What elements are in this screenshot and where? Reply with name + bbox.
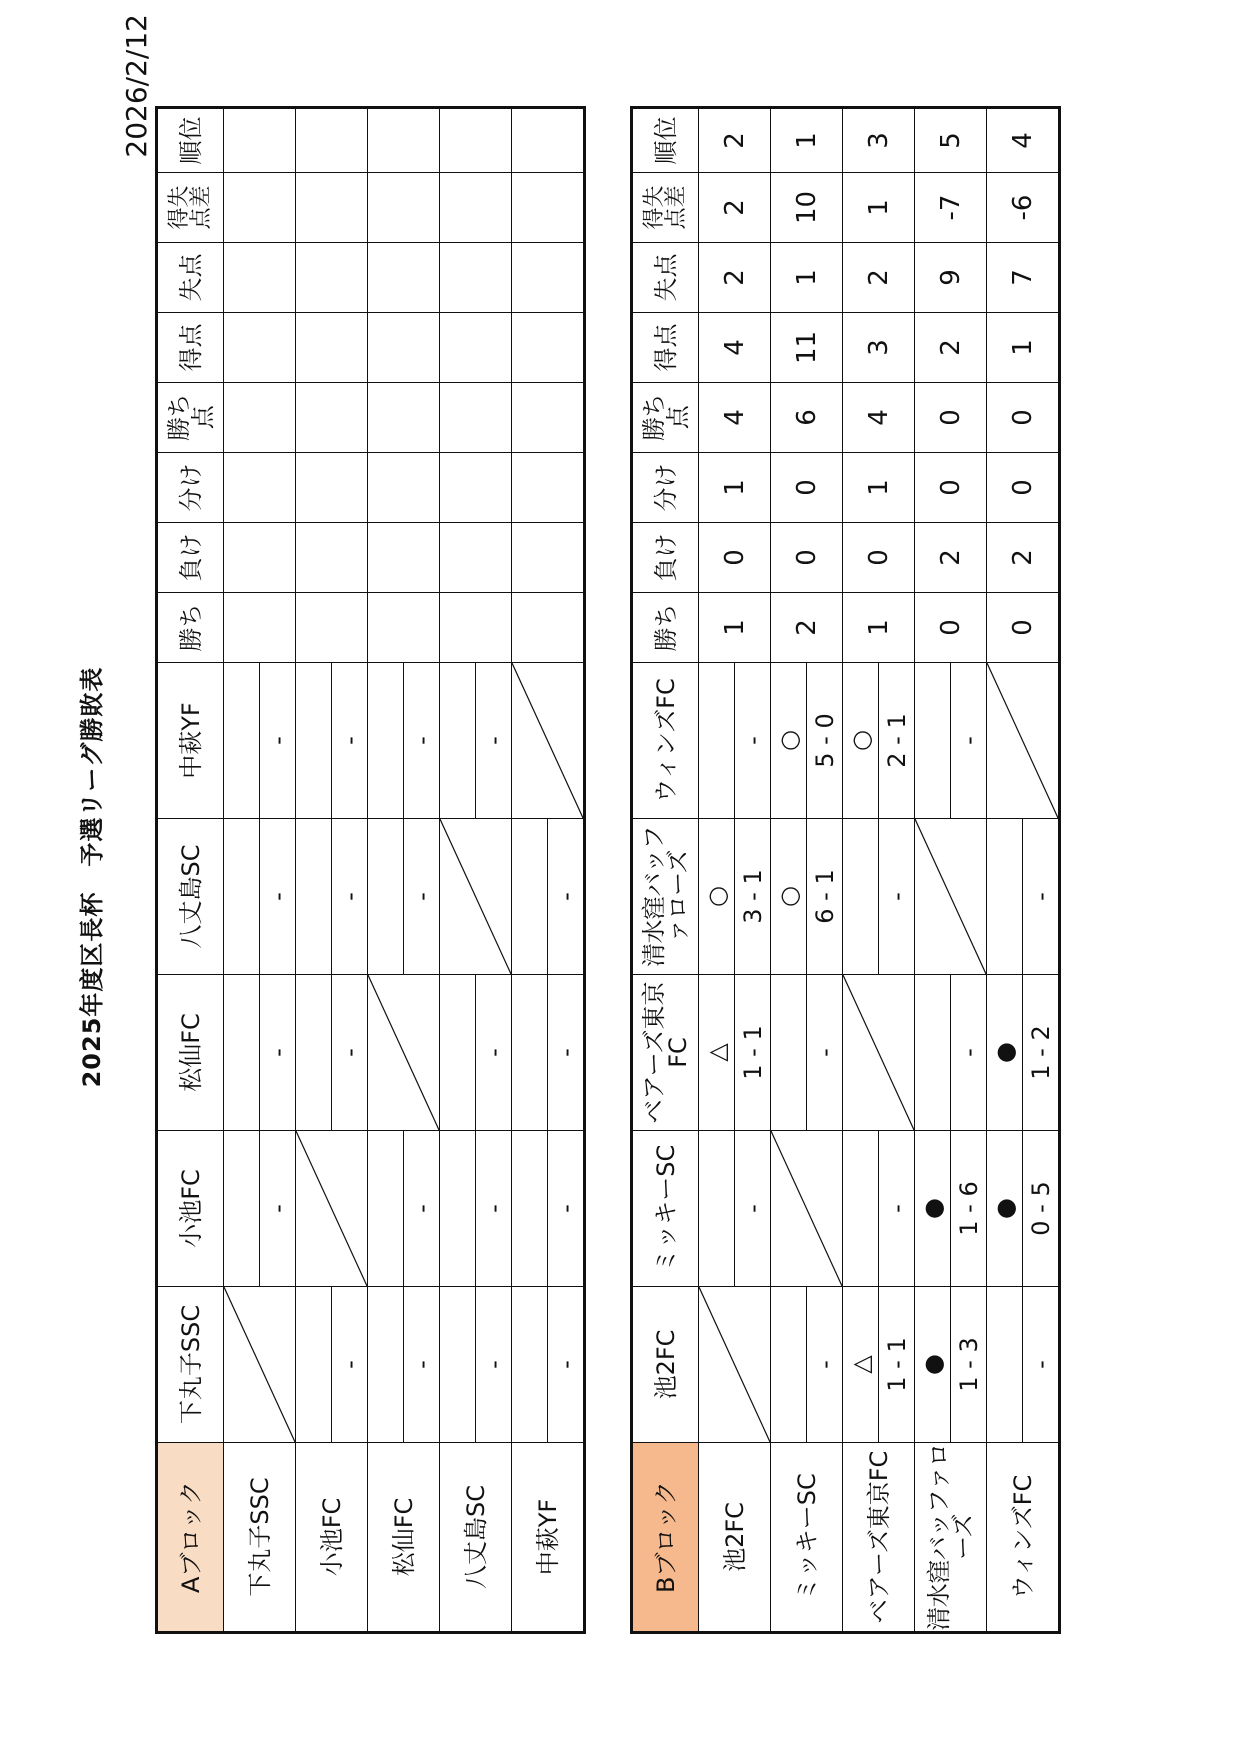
stat-value	[296, 108, 368, 173]
result-mark	[296, 663, 332, 819]
stat-value: 0	[915, 453, 987, 523]
row-team-name: ウィンズFC	[987, 1443, 1060, 1633]
result-score: -	[1023, 1287, 1060, 1443]
result-mark: ○	[771, 819, 807, 975]
stat-value: 3	[843, 108, 915, 173]
stat-value	[512, 108, 585, 173]
stat-value: 0	[699, 523, 771, 593]
stat-value	[440, 243, 512, 313]
result-mark	[296, 975, 332, 1131]
stat-value: 2	[699, 108, 771, 173]
stat-header-label: 得点	[651, 323, 680, 372]
result-mark: ○	[699, 819, 735, 975]
result-mark: ●	[987, 1131, 1023, 1287]
diagonal-line	[699, 1287, 770, 1442]
stat-value: 0	[843, 523, 915, 593]
stat-value	[224, 173, 296, 243]
stat-value: 1	[771, 108, 843, 173]
stat-header	[632, 313, 699, 383]
result-score: -	[1023, 819, 1060, 975]
result-score: -	[332, 975, 368, 1131]
result-mark	[771, 1287, 807, 1443]
column-team-header: ベアーズ東京FC	[632, 975, 699, 1131]
diagonal-line	[843, 975, 914, 1130]
row-team-name: 下丸子SSC	[224, 1443, 296, 1633]
result-mark	[368, 1131, 404, 1287]
column-team-header: 松仙FC	[157, 975, 224, 1131]
result-score: 2 - 1	[879, 663, 915, 819]
result-score: -	[476, 663, 512, 819]
result-mark: △	[699, 975, 735, 1131]
result-score: -	[548, 1287, 585, 1443]
stat-value: 4	[843, 383, 915, 453]
stat-value	[224, 383, 296, 453]
stat-value: 2	[987, 523, 1060, 593]
result-mark: △	[843, 1287, 879, 1443]
result-mark	[843, 1131, 879, 1287]
result-score: -	[476, 1287, 512, 1443]
stat-header	[632, 173, 699, 243]
stat-header	[632, 383, 699, 453]
stat-value: 0	[987, 383, 1060, 453]
result-mark	[368, 819, 404, 975]
stat-value: 2	[915, 523, 987, 593]
result-score: -	[332, 819, 368, 975]
stat-header	[632, 243, 699, 313]
column-team-header: 中萩YF	[157, 663, 224, 819]
stat-header-label: 得失 点差	[166, 185, 214, 230]
result-mark	[440, 1131, 476, 1287]
stat-value: 0	[915, 593, 987, 663]
stat-value: 4	[699, 383, 771, 453]
stat-value	[224, 313, 296, 383]
row-team-name: ベアーズ東京FC	[843, 1443, 915, 1633]
stat-value	[368, 523, 440, 593]
result-score: -	[735, 1131, 771, 1287]
stat-header-label: 勝ち	[176, 603, 205, 652]
stat-value	[512, 593, 585, 663]
stat-header	[157, 593, 224, 663]
stat-value	[512, 523, 585, 593]
stat-value: 0	[987, 593, 1060, 663]
result-mark: ●	[915, 1287, 951, 1443]
stat-header-label: 分け	[176, 463, 205, 512]
stat-header-label: 失点	[651, 253, 680, 302]
result-score: 0 - 5	[1023, 1131, 1060, 1287]
result-score: -	[807, 975, 843, 1131]
result-mark	[440, 975, 476, 1131]
block-b-table	[630, 106, 1061, 1634]
row-team-name: 清水窪バッファローズ	[915, 1443, 987, 1633]
self-match-cell	[296, 1131, 368, 1287]
stat-header	[157, 383, 224, 453]
result-score: -	[735, 663, 771, 819]
row-team-name: 小池FC	[296, 1443, 368, 1633]
stat-header-label: 勝ち点	[164, 394, 217, 441]
stat-value	[512, 313, 585, 383]
stat-header-label: 順位	[176, 116, 205, 165]
result-score: 1 - 3	[951, 1287, 987, 1443]
result-score: -	[951, 975, 987, 1131]
row-team-name: 八丈島SC	[440, 1443, 512, 1633]
result-mark	[440, 663, 476, 819]
result-mark: ○	[843, 663, 879, 819]
result-score: -	[260, 975, 296, 1131]
result-score: -	[404, 1131, 440, 1287]
stat-value	[368, 108, 440, 173]
stat-value	[440, 383, 512, 453]
stat-value	[512, 243, 585, 313]
result-score: -	[548, 819, 585, 975]
result-score: -	[476, 1131, 512, 1287]
diagonal-line	[440, 819, 511, 974]
stat-header-label: 失点	[176, 253, 205, 302]
stat-value: 0	[987, 453, 1060, 523]
result-score: -	[260, 819, 296, 975]
result-mark	[987, 1287, 1023, 1443]
stat-value: 2	[771, 593, 843, 663]
stat-value	[368, 453, 440, 523]
stat-header-label: 勝ち	[651, 603, 680, 652]
stat-header	[632, 593, 699, 663]
result-mark	[512, 975, 548, 1131]
result-mark	[224, 819, 260, 975]
self-match-cell	[915, 819, 987, 975]
column-team-header: 八丈島SC	[157, 819, 224, 975]
stat-value: 2	[915, 313, 987, 383]
stat-value: 9	[915, 243, 987, 313]
stat-value	[224, 593, 296, 663]
block-label: Bブロック	[632, 1443, 699, 1633]
stat-value: 2	[843, 243, 915, 313]
stat-value: 1	[843, 453, 915, 523]
column-team-header: ウィンズFC	[632, 663, 699, 819]
stat-value	[224, 243, 296, 313]
column-team-header: 下丸子SSC	[157, 1287, 224, 1443]
stat-header	[157, 173, 224, 243]
result-mark	[512, 1131, 548, 1287]
result-mark	[224, 663, 260, 819]
result-score: -	[951, 663, 987, 819]
stat-value	[440, 453, 512, 523]
result-mark	[296, 819, 332, 975]
self-match-cell	[843, 975, 915, 1131]
stat-value	[296, 383, 368, 453]
self-match-cell	[987, 663, 1060, 819]
result-score: -	[476, 975, 512, 1131]
stat-value	[440, 108, 512, 173]
stat-value	[440, 523, 512, 593]
stat-header-label: 負け	[176, 533, 205, 582]
result-mark	[915, 975, 951, 1131]
column-team-header: 小池FC	[157, 1131, 224, 1287]
result-score: 1 - 6	[951, 1131, 987, 1287]
stat-value: 2	[699, 243, 771, 313]
stat-value	[368, 243, 440, 313]
block-label: Aブロック	[157, 1443, 224, 1633]
result-mark	[915, 663, 951, 819]
result-mark: ○	[771, 663, 807, 819]
stat-value	[224, 108, 296, 173]
stat-value: 0	[771, 523, 843, 593]
result-score: 1 - 1	[735, 975, 771, 1131]
result-mark	[440, 1287, 476, 1443]
result-mark	[368, 1287, 404, 1443]
result-score: 1 - 2	[1023, 975, 1060, 1131]
stat-header-label: 得失 点差	[641, 185, 689, 230]
diagonal-line	[224, 1287, 295, 1442]
stat-header-label: 分け	[651, 463, 680, 512]
result-mark	[699, 663, 735, 819]
result-mark: ●	[987, 975, 1023, 1131]
result-score: -	[879, 819, 915, 975]
stat-value	[296, 243, 368, 313]
diagonal-line	[296, 1131, 367, 1286]
self-match-cell	[699, 1287, 771, 1443]
diagonal-line	[512, 663, 583, 818]
result-score: 5 - 0	[807, 663, 843, 819]
stat-value	[296, 593, 368, 663]
result-mark	[771, 975, 807, 1131]
result-score: -	[404, 1287, 440, 1443]
self-match-cell	[512, 663, 585, 819]
stat-value	[512, 173, 585, 243]
diagonal-line	[987, 663, 1058, 818]
stat-header	[157, 108, 224, 173]
stat-value: 0	[915, 383, 987, 453]
stat-value: -6	[987, 173, 1060, 243]
column-team-header: ミッキーSC	[632, 1131, 699, 1287]
result-mark	[368, 663, 404, 819]
stat-value	[224, 523, 296, 593]
stat-value	[368, 173, 440, 243]
stat-value: 11	[771, 313, 843, 383]
stat-value	[512, 453, 585, 523]
result-score: -	[548, 1131, 585, 1287]
stat-value: 1	[843, 173, 915, 243]
stat-header-label: 得点	[176, 323, 205, 372]
stat-value	[440, 313, 512, 383]
self-match-cell	[368, 975, 440, 1131]
stat-value	[296, 453, 368, 523]
stat-value: 5	[915, 108, 987, 173]
stat-value: 7	[987, 243, 1060, 313]
result-score: -	[404, 819, 440, 975]
stat-header	[632, 453, 699, 523]
result-score: -	[807, 1287, 843, 1443]
self-match-cell	[771, 1131, 843, 1287]
result-mark	[699, 1131, 735, 1287]
diagonal-line	[915, 819, 986, 974]
stat-value	[296, 313, 368, 383]
result-mark	[512, 819, 548, 975]
stat-value: 10	[771, 173, 843, 243]
result-mark	[843, 819, 879, 975]
stat-value	[296, 523, 368, 593]
diagonal-line	[368, 975, 439, 1130]
print-date: 2026/2/12	[120, 14, 153, 158]
result-score: -	[332, 663, 368, 819]
stat-value	[224, 453, 296, 523]
stat-value: 2	[699, 173, 771, 243]
stat-header	[157, 523, 224, 593]
block-a-table	[155, 106, 586, 1634]
column-team-header: 清水窪バッファローズ	[632, 819, 699, 975]
row-team-name: 松仙FC	[368, 1443, 440, 1633]
result-mark	[224, 1131, 260, 1287]
result-score: 6 - 1	[807, 819, 843, 975]
stat-header-label: 順位	[651, 116, 680, 165]
stat-value: 1	[843, 593, 915, 663]
result-mark	[296, 1287, 332, 1443]
stat-value	[440, 173, 512, 243]
stat-value	[368, 383, 440, 453]
stat-header	[157, 453, 224, 523]
column-team-header: 池2FC	[632, 1287, 699, 1443]
stat-value: 0	[771, 453, 843, 523]
stat-header	[632, 108, 699, 173]
result-mark	[987, 819, 1023, 975]
stat-header-label: 負け	[651, 533, 680, 582]
result-score: 1 - 1	[879, 1287, 915, 1443]
stat-value: -7	[915, 173, 987, 243]
row-team-name: 池2FC	[699, 1443, 771, 1633]
self-match-cell	[440, 819, 512, 975]
stat-value: 3	[843, 313, 915, 383]
stat-value	[296, 173, 368, 243]
stat-value: 1	[699, 593, 771, 663]
stat-value	[440, 593, 512, 663]
page-title: 2025年度区長杯 予選リーグ勝敗表	[78, 666, 106, 1088]
result-score: -	[879, 1131, 915, 1287]
result-score: 3 - 1	[735, 819, 771, 975]
result-score: -	[548, 975, 585, 1131]
stat-header	[157, 243, 224, 313]
stat-value: 4	[987, 108, 1060, 173]
result-score: -	[260, 1131, 296, 1287]
stat-header	[632, 523, 699, 593]
stat-value	[368, 313, 440, 383]
result-score: -	[404, 663, 440, 819]
stat-value: 1	[771, 243, 843, 313]
stat-value: 6	[771, 383, 843, 453]
stat-value: 1	[987, 313, 1060, 383]
stat-header-label: 勝ち点	[639, 394, 692, 441]
row-team-name: ミッキーSC	[771, 1443, 843, 1633]
self-match-cell	[224, 1287, 296, 1443]
diagonal-line	[771, 1131, 842, 1286]
row-team-name: 中萩YF	[512, 1443, 585, 1633]
stat-value: 4	[699, 313, 771, 383]
result-mark	[512, 1287, 548, 1443]
stat-value	[512, 383, 585, 453]
result-mark	[224, 975, 260, 1131]
stat-value: 1	[699, 453, 771, 523]
stat-value	[368, 593, 440, 663]
result-score: -	[260, 663, 296, 819]
result-mark: ●	[915, 1131, 951, 1287]
stat-header	[157, 313, 224, 383]
result-score: -	[332, 1287, 368, 1443]
